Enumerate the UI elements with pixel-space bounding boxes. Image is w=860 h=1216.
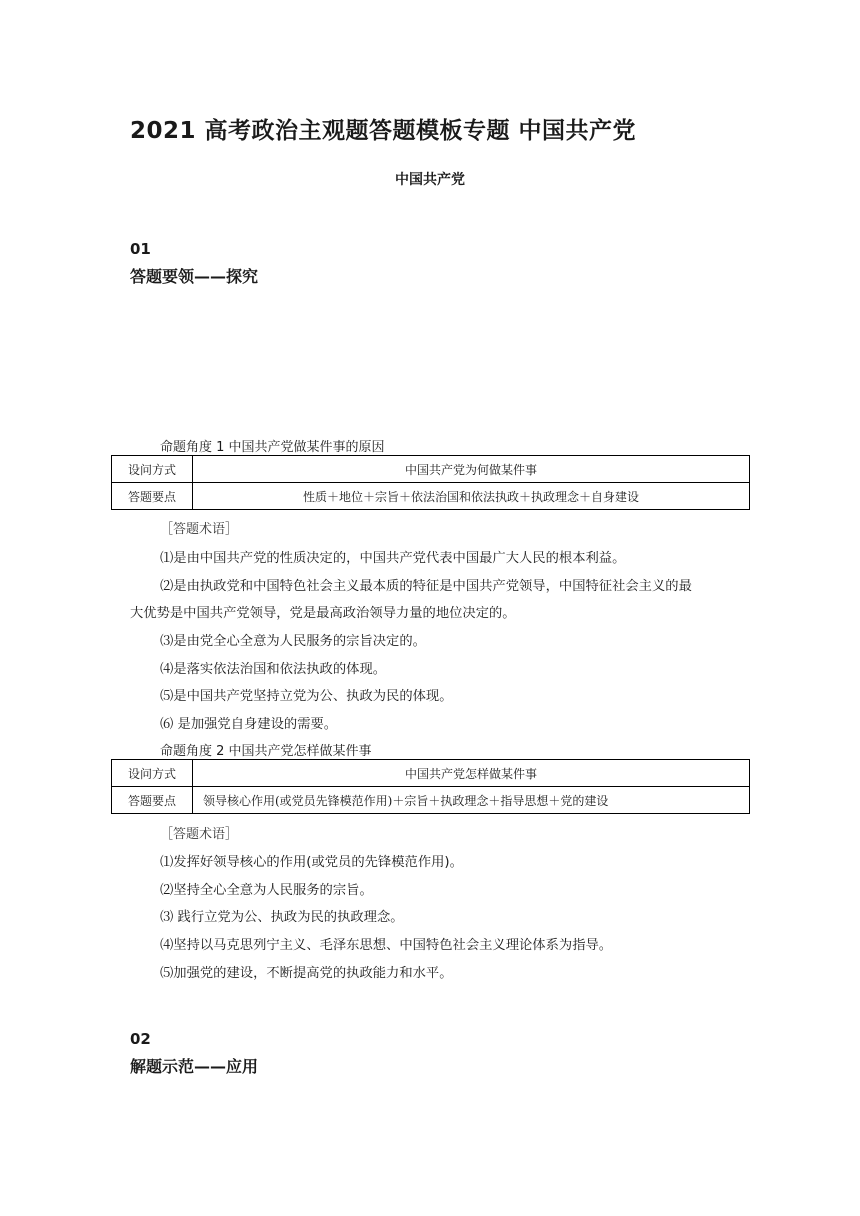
list-item: ⑷是落实依法治国和依法执政的体现。: [160, 662, 387, 677]
table-key: 设问方式: [112, 760, 193, 787]
table-value: 中国共产党怎样做某件事: [193, 760, 750, 787]
page-subtitle: 中国共产党: [395, 172, 465, 188]
list-item: ⑹ 是加强党自身建设的需要。: [160, 717, 338, 732]
list-item: 大优势是中国共产党领导，党是最高政治领导力量的地位决定的。: [130, 606, 516, 621]
angle-heading: 命题角度 2 中国共产党怎样做某件事: [160, 744, 372, 759]
terms-label: ［答题术语］: [160, 522, 239, 537]
list-item: ⑴发挥好领导核心的作用(或党员的先锋模范作用)。: [160, 855, 463, 870]
list-item: ⑷坚持以马克思列宁主义、毛泽东思想、中国特色社会主义理论体系为指导。: [160, 938, 613, 953]
list-item: ⑸是中国共产党坚持立党为公、执政为民的体现。: [160, 689, 453, 704]
list-item: ⑵坚持全心全意为人民服务的宗旨。: [160, 883, 373, 898]
table-row: [112, 760, 750, 787]
answer-table: [111, 455, 750, 510]
section-number: 01: [130, 240, 151, 258]
page-title: 2021 高考政治主观题答题模板专题 中国共产党: [130, 118, 637, 144]
answer-table: [111, 759, 750, 814]
list-item: ⑵是由执政党和中国特色社会主义最本质的特征是中国共产党领导，中国特征社会主义的最: [160, 579, 692, 594]
table-row: [112, 483, 750, 510]
list-item: ⑶是由党全心全意为人民服务的宗旨决定的。: [160, 634, 426, 649]
table-key: 答题要点: [112, 787, 193, 814]
table-value: 领导核心作用(或党员先锋模范作用)＋宗旨＋执政理念＋指导思想＋党的建设: [193, 787, 750, 814]
section-title: 解题示范——应用: [130, 1057, 259, 1076]
table-value: 中国共产党为何做某件事: [193, 456, 750, 483]
list-item: ⑴是由中国共产党的性质决定的，中国共产党代表中国最广大人民的根本利益。: [160, 551, 626, 566]
list-item: ⑸加强党的建设，不断提高党的执政能力和水平。: [160, 966, 453, 981]
table-row: [112, 456, 750, 483]
table-key: 设问方式: [112, 456, 193, 483]
terms-label: ［答题术语］: [160, 827, 239, 842]
table-row: [112, 787, 750, 814]
section-number: 02: [130, 1030, 151, 1048]
table-key: 答题要点: [112, 483, 193, 510]
list-item: ⑶ 践行立党为公、执政为民的执政理念。: [160, 910, 404, 925]
table-value: 性质＋地位＋宗旨＋依法治国和依法执政＋执政理念＋自身建设: [193, 483, 750, 510]
section-title: 答题要领——探究: [130, 267, 259, 286]
angle-heading: 命题角度 1 中国共产党做某件事的原因: [160, 440, 385, 455]
